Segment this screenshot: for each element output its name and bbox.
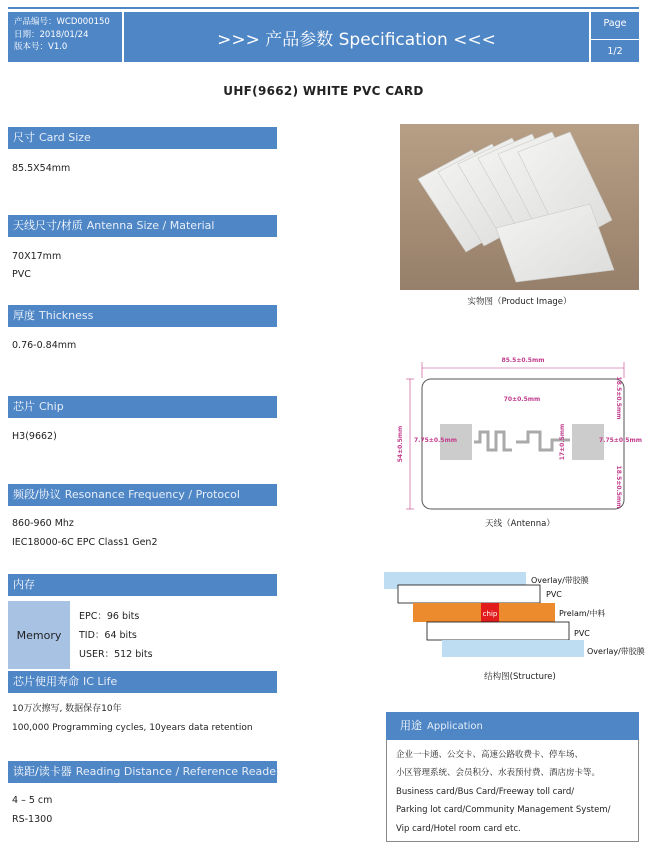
section-title-en: Card Size	[39, 131, 91, 144]
memory-label: Memory	[16, 628, 62, 642]
document-title: UHF(9662) WHITE PVC CARD	[223, 84, 424, 98]
top-margin-label: 18.5±0.5mm	[615, 376, 622, 420]
application-text	[396, 746, 636, 838]
page-box	[591, 12, 639, 62]
reading-distance-value: 4 – 5 cm	[12, 795, 53, 806]
antenna-height-label: 17±0.5mm	[559, 423, 566, 461]
layer-pvc-bottom	[427, 622, 569, 640]
reader-value: RS-1300	[12, 814, 53, 825]
section-title-en: Resonance Frequency / Protocol	[64, 488, 240, 501]
header-meta-box	[8, 12, 122, 62]
page-number: 1/2	[607, 46, 623, 57]
thickness-value: 0.76-0.84mm	[12, 340, 77, 351]
section-title-en: Antenna Size / Material	[86, 219, 215, 232]
section-bar-ic-life	[8, 671, 277, 693]
memory-user: USER：512 bits	[79, 649, 153, 660]
section-bar-thickness	[8, 305, 277, 327]
card-size-value: 85.5X54mm	[12, 163, 71, 174]
antenna-material-value: PVC	[12, 269, 31, 280]
section-bar-frequency	[8, 484, 277, 506]
ic-life-value-cn: 10万次擦写, 数据保存10年	[12, 704, 122, 714]
memory-epc: EPC：96 bits	[79, 611, 140, 622]
structure-caption: 结构图(Structure)	[484, 672, 556, 682]
section-title-en: Reading Distance / Reference Reader	[75, 765, 281, 778]
chip-value: H3(9662)	[12, 431, 57, 442]
section-title-en: Chip	[39, 400, 64, 413]
page-label: Page	[603, 18, 627, 29]
document-date: 日期：2018/01/24	[14, 29, 89, 40]
protocol-value: IEC18000-6C EPC Class1 Gen2	[12, 537, 158, 548]
layer4-label: PVC	[574, 629, 590, 638]
card-height-label: 54±0.5mm	[397, 425, 404, 463]
right-margin-label: 7.75±0.5mm	[599, 437, 642, 444]
product-image	[400, 124, 639, 290]
section-title-cn: 内存	[13, 578, 35, 591]
frequency-value: 860-960 Mhz	[12, 518, 74, 529]
memory-values	[70, 601, 277, 669]
layer1-label: Overlay/带胶膜	[531, 576, 589, 585]
section-bar-antenna	[8, 215, 277, 237]
section-title-cn: 频段/协议	[13, 488, 61, 501]
section-bar-chip	[8, 396, 277, 418]
application-line: Vip card/Hotel room card etc.	[396, 823, 521, 834]
product-image-caption: 实物图（Product Image）	[467, 297, 572, 307]
section-title-cn: 厚度	[13, 309, 35, 322]
bottom-margin-label: 18.5±0.5mm	[615, 465, 622, 509]
card-width-label: 85.5±0.5mm	[501, 357, 545, 364]
layer2-label: PVC	[546, 590, 562, 599]
product-image-cards	[400, 124, 639, 290]
section-bar-card-size	[8, 127, 277, 149]
section-title-en: IC Life	[83, 675, 118, 688]
page-divider	[591, 39, 639, 40]
application-line: 小区管理系统、会员积分、水表预付费、酒店房卡等。	[396, 768, 601, 779]
application-bar	[386, 712, 639, 740]
header-title: >>> 产品参数 Specification <<<	[217, 29, 496, 50]
section-title-cn: 尺寸	[13, 131, 35, 144]
version-number: 版本号：V1.0	[14, 42, 68, 52]
layer3-label: Prelam/中料	[559, 609, 606, 618]
antenna-diagram	[392, 352, 647, 512]
product-number: 产品编号：WCD000150	[14, 17, 110, 27]
chip-label: chip	[482, 610, 498, 618]
section-title-en: Thickness	[39, 309, 94, 322]
layer-overlay-bottom	[442, 640, 584, 657]
antenna-caption: 天线（Antenna）	[485, 519, 555, 529]
structure-diagram	[380, 566, 647, 671]
application-title-en: Application	[427, 721, 483, 732]
ic-life-value-en: 100,000 Programming cycles, 10years data retention	[12, 723, 253, 733]
section-bar-memory	[8, 574, 277, 596]
application-line: Business card/Bus Card/Freeway toll card/	[396, 786, 575, 797]
layer-pvc-top	[398, 585, 540, 603]
section-title-cn: 芯片	[13, 400, 35, 413]
application-title-cn: 用途	[400, 719, 422, 732]
antenna-size-value: 70X17mm	[12, 251, 62, 262]
section-title-cn: 芯片使用寿命	[13, 675, 79, 688]
header-top-rule	[8, 7, 639, 9]
memory-tid: TID：64 bits	[79, 630, 137, 641]
application-line: Parking lot card/Community Management System/	[396, 805, 611, 816]
section-title-cn: 天线尺寸/材质	[13, 219, 83, 232]
left-margin-label: 7.75±0.5mm	[414, 437, 457, 444]
section-bar-reading	[8, 761, 281, 783]
layer5-label: Overlay/带胶膜	[587, 647, 645, 656]
header-title-box	[124, 12, 589, 62]
section-title-cn: 读距/读卡器	[13, 765, 72, 778]
antenna-width-label: 70±0.5mm	[503, 396, 541, 403]
application-line: 企业一卡通、公交卡、高速公路收费卡、停车场、	[396, 750, 584, 760]
